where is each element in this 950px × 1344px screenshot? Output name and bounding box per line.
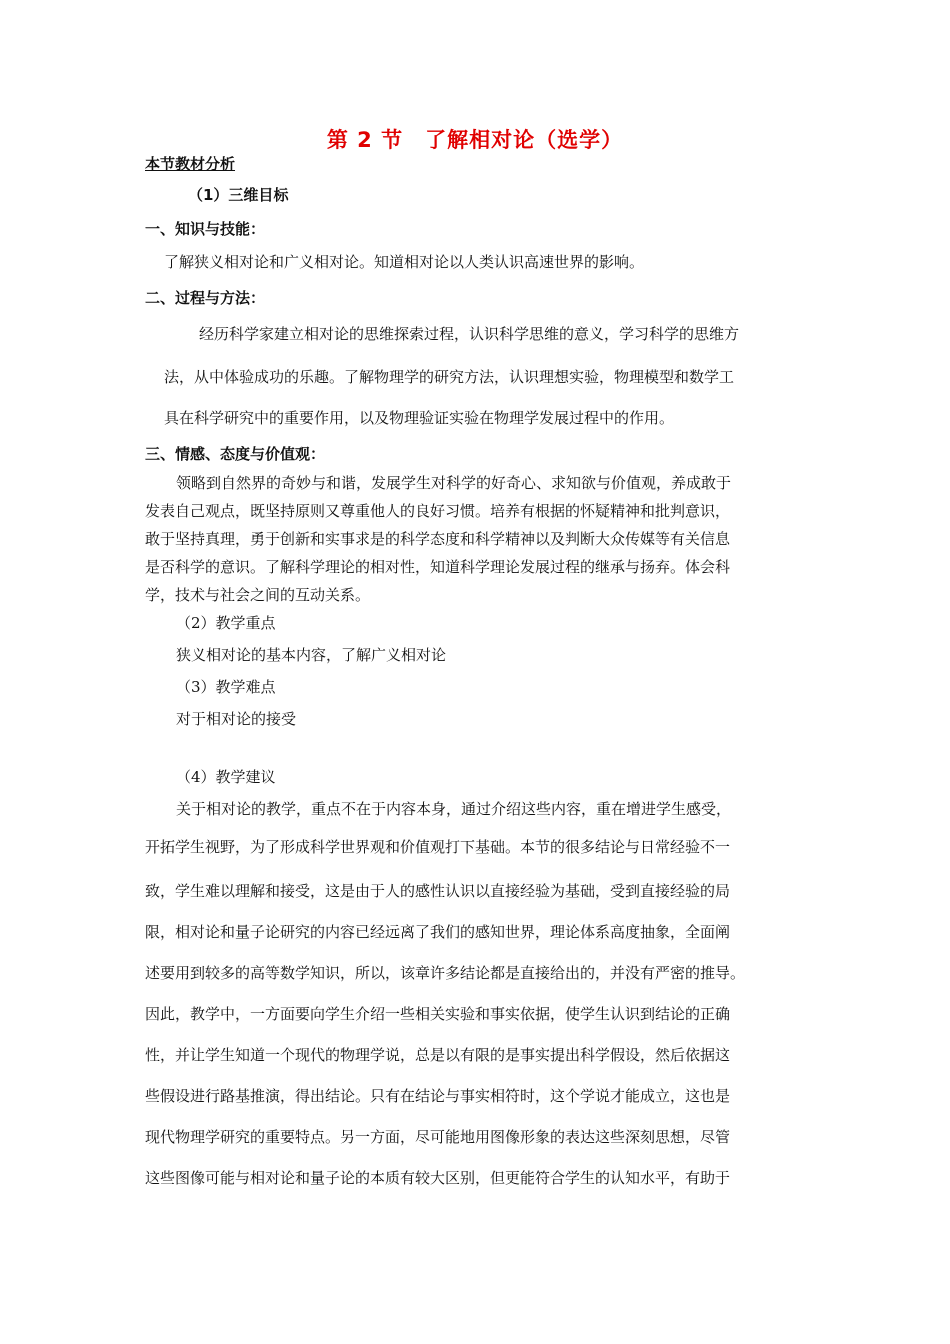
difficulty-heading: （3）教学难点 [176, 678, 276, 696]
emotion-line: 敢于坚持真理，勇于创新和实事求是的科学态度和科学精神以及判断大众传媒等有关信息 [145, 530, 731, 548]
suggestion-line: 这些图像可能与相对论和量子论的本质有较大区别，但更能符合学生的认知水平，有助于 [145, 1169, 731, 1187]
goal-heading: （1）三维目标 [188, 186, 289, 204]
section-heading: 本节教材分析 [145, 155, 236, 173]
suggestion-line: 性，并让学生知道一个现代的物理学说，总是以有限的是事实提出科学假设，然后依据这 [145, 1046, 731, 1064]
difficulty-text: 对于相对论的接受 [176, 710, 297, 728]
knowledge-heading: 一、知识与技能： [145, 220, 266, 238]
key-point-text: 狭义相对论的基本内容，了解广义相对论 [176, 646, 447, 664]
process-line: 经历科学家建立相对论的思维探索过程，认识科学思维的意义，学习科学的思维方 [199, 325, 740, 343]
emotion-line: 学，技术与社会之间的互动关系。 [145, 586, 371, 604]
suggestion-line: 限，相对论和量子论研究的内容已经远离了我们的感知世界，理论体系高度抽象，全面阐 [145, 923, 731, 941]
suggestion-line: 因此，教学中，一方面要向学生介绍一些相关实验和事实依据，使学生认识到结论的正确 [145, 1005, 731, 1023]
emotion-line: 是否科学的意识。了解科学理论的相对性，知道科学理论发展过程的继承与扬弃。体会科 [145, 558, 731, 576]
knowledge-text: 了解狭义相对论和广义相对论。知道相对论以人类认识高速世界的影响。 [164, 253, 645, 271]
process-heading: 二、过程与方法： [145, 289, 266, 307]
suggestion-line: 致，学生难以理解和接受，这是由于人的感性认识以直接经验为基础，受到直接经验的局 [145, 882, 731, 900]
suggestion-line: 关于相对论的教学，重点不在于内容本身，通过介绍这些内容，重在增进学生感受， [176, 800, 732, 818]
key-point-heading: （2）教学重点 [176, 614, 276, 632]
emotion-heading: 三、情感、态度与价值观： [145, 445, 326, 463]
emotion-line: 发表自己观点，既坚持原则又尊重他人的良好习惯。培养有根据的怀疑精神和批判意识， [145, 502, 731, 520]
suggestion-line: 些假设进行路基推演，得出结论。只有在结论与事实相符时，这个学说才能成立，这也是 [145, 1087, 731, 1105]
suggestion-heading: （4）教学建议 [176, 768, 276, 786]
page-title: 第 2 节 了解相对论（选学） [326, 128, 624, 152]
suggestion-line: 述要用到较多的高等数学知识，所以，该章许多结论都是直接给出的，并没有严密的推导。 [145, 964, 746, 982]
suggestion-line: 开拓学生视野，为了形成科学世界观和价值观打下基础。本节的很多结论与日常经验不一 [145, 838, 731, 856]
process-line: 法，从中体验成功的乐趣。了解物理学的研究方法，认识理想实验，物理模型和数学工 [164, 368, 735, 386]
process-line: 具在科学研究中的重要作用，以及物理验证实验在物理学发展过程中的作用。 [164, 409, 675, 427]
suggestion-line: 现代物理学研究的重要特点。另一方面，尽可能地用图像形象的表达这些深刻思想，尽管 [145, 1128, 731, 1146]
emotion-line: 领略到自然界的奇妙与和谐，发展学生对科学的好奇心、求知欲与价值观，养成敢于 [176, 474, 732, 492]
